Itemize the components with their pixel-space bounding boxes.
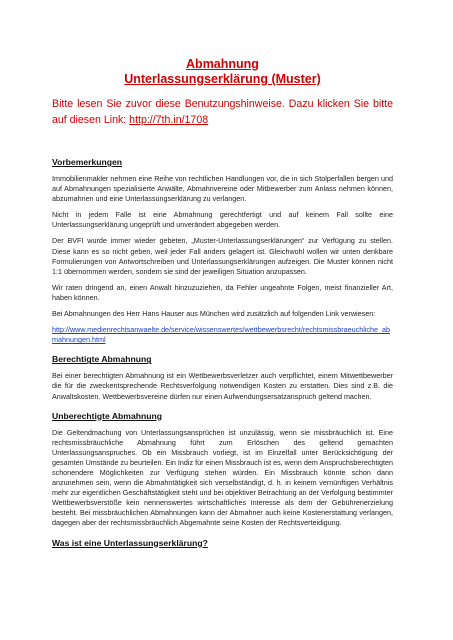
- title-block: [52, 0, 393, 87]
- berechtigte-paragraph: Bei einer berechtigten Abmahnung ist ein Wettbewerbsverletzer auch verpflichtet, einem Mitwettbewerber die für die zweckentsprechende Rechtsverfolgung notwendigen Kosten zu erstatten. Dies sind z.B. die Anwaltskosten. Wettbewerbsvereine dürfen nur einen Aufwendungsersatzanspruch geltend machen.: [52, 371, 393, 401]
- unberechtigte-paragraph: Die Geltendmachung von Unterlassungsansprüchen ist unzulässig, wenn sie missbräuchlich ist. Eine rechtsmissbräuchliche Abmahnung führt zum Erlöschen des geltend gemachten Unterlassungsanspruches. Ob ein Missbrauch vorliegt, ist im Einzelfall unter Berücksichtigung der gesamten Umstände zu beurteilen. Ein Indiz für einen Missbrauch ist es, wenn dem Anspruchsberechtigten schonendere Möglichkeiten zur Verfügung stehen würden. Ein Missbrauch könnte schon dann anzunehmen sein, wenn die Abmahntätigkeit sich verselbständigt, d. h. in keinem vernünftigen Verhältnis mehr zur eigentlichen Geschäftstätigkeit steht und bei objektiver Betrachtung an der Verfolgung bestimmter Wettbewerbsverstöße kein nennenswertes wirtschaftliches Interesse als dem der Gebührenerzielung besteht. Bei missbräuchlichen Abmahnungen kann der Abmahner auch keine Kostenerstattung verlangen, dagegen aber der rechtsmissbräuchlich Abgemahnte seine Kosten der Rechtsverteidigung.: [52, 427, 393, 528]
- vorbemerkungen-paragraph-4: Wir raten dringend an, einen Anwalt hinzuzuziehen, da Fehler ungeahnte Folgen, meist finanzieller Art, haben können.: [52, 282, 393, 302]
- doc-title-line2: Unterlassungserklärung (Muster): [124, 72, 321, 86]
- medienrecht-link[interactable]: http://www.medienrechtsanwaelte.de/service/wissenswertes/wettbewerbsrecht/rechtsmissbraeuchliche_abmahnungen.html: [52, 325, 390, 345]
- heading-berechtigte-abmahnung: Berechtigte Abmahnung: [52, 354, 152, 365]
- vorbemerkungen-paragraph-2: Nicht in jedem Falle ist eine Abmahnung gerechtfertigt und auf keinem Fall sollte eine Unterlassungserklärung ungeprüft und unverändert abgegeben werden.: [52, 210, 393, 230]
- vorbemerkungen-paragraph-1: Immobilienmakler nehmen eine Reihe von rechtlichen Handlungen vor, die in sich Stolperfallen bergen und auf Abmahnungen spezialisierte Anwälte, Abmahnvereine oder Mitbewerber zum Anlass nehmen können, abzumahnen und eine Unterlassungserklärung zu verlangen.: [52, 174, 393, 204]
- usage-notice: [52, 97, 393, 128]
- usage-notice-link[interactable]: http://7th.in/1708: [129, 113, 209, 126]
- heading-unberechtigte-abmahnung: Unberechtigte Abmahnung: [52, 410, 162, 421]
- vorbemerkungen-paragraph-3: Der BVFI wurde immer wieder gebeten, „Muster-Unterlassungserklärungen“ zur Verfügung zu stellen. Diese kann es so nicht geben, weil jeder Fall anders gelagert ist. Gleichwohl wollen wir unten denkbare Formulierungen von Antwortschreiben und Unterlassungserklärungen aufzeigen. Die Muster können nicht 1:1 übernommen werden, sondern sie sind der jeweiligen Situation anzupassen.: [52, 236, 393, 276]
- usage-notice-text: Bitte lesen Sie zuvor diese Benutzungshinweise. Dazu klicken Sie bitte auf diesen Link:: [52, 98, 393, 126]
- vorbemerkungen-paragraph-5: Bei Abmahnungen des Herr Hans Hauser aus München wird zusätzlich auf folgenden Link verwiesen:: [52, 309, 376, 319]
- heading-vorbemerkungen: Vorbemerkungen: [52, 157, 123, 167]
- doc-title-line1: Abmahnung: [186, 57, 259, 71]
- heading-was-ist-unterlassungserklaerung: Was ist eine Unterlassungserklärung?: [52, 537, 208, 548]
